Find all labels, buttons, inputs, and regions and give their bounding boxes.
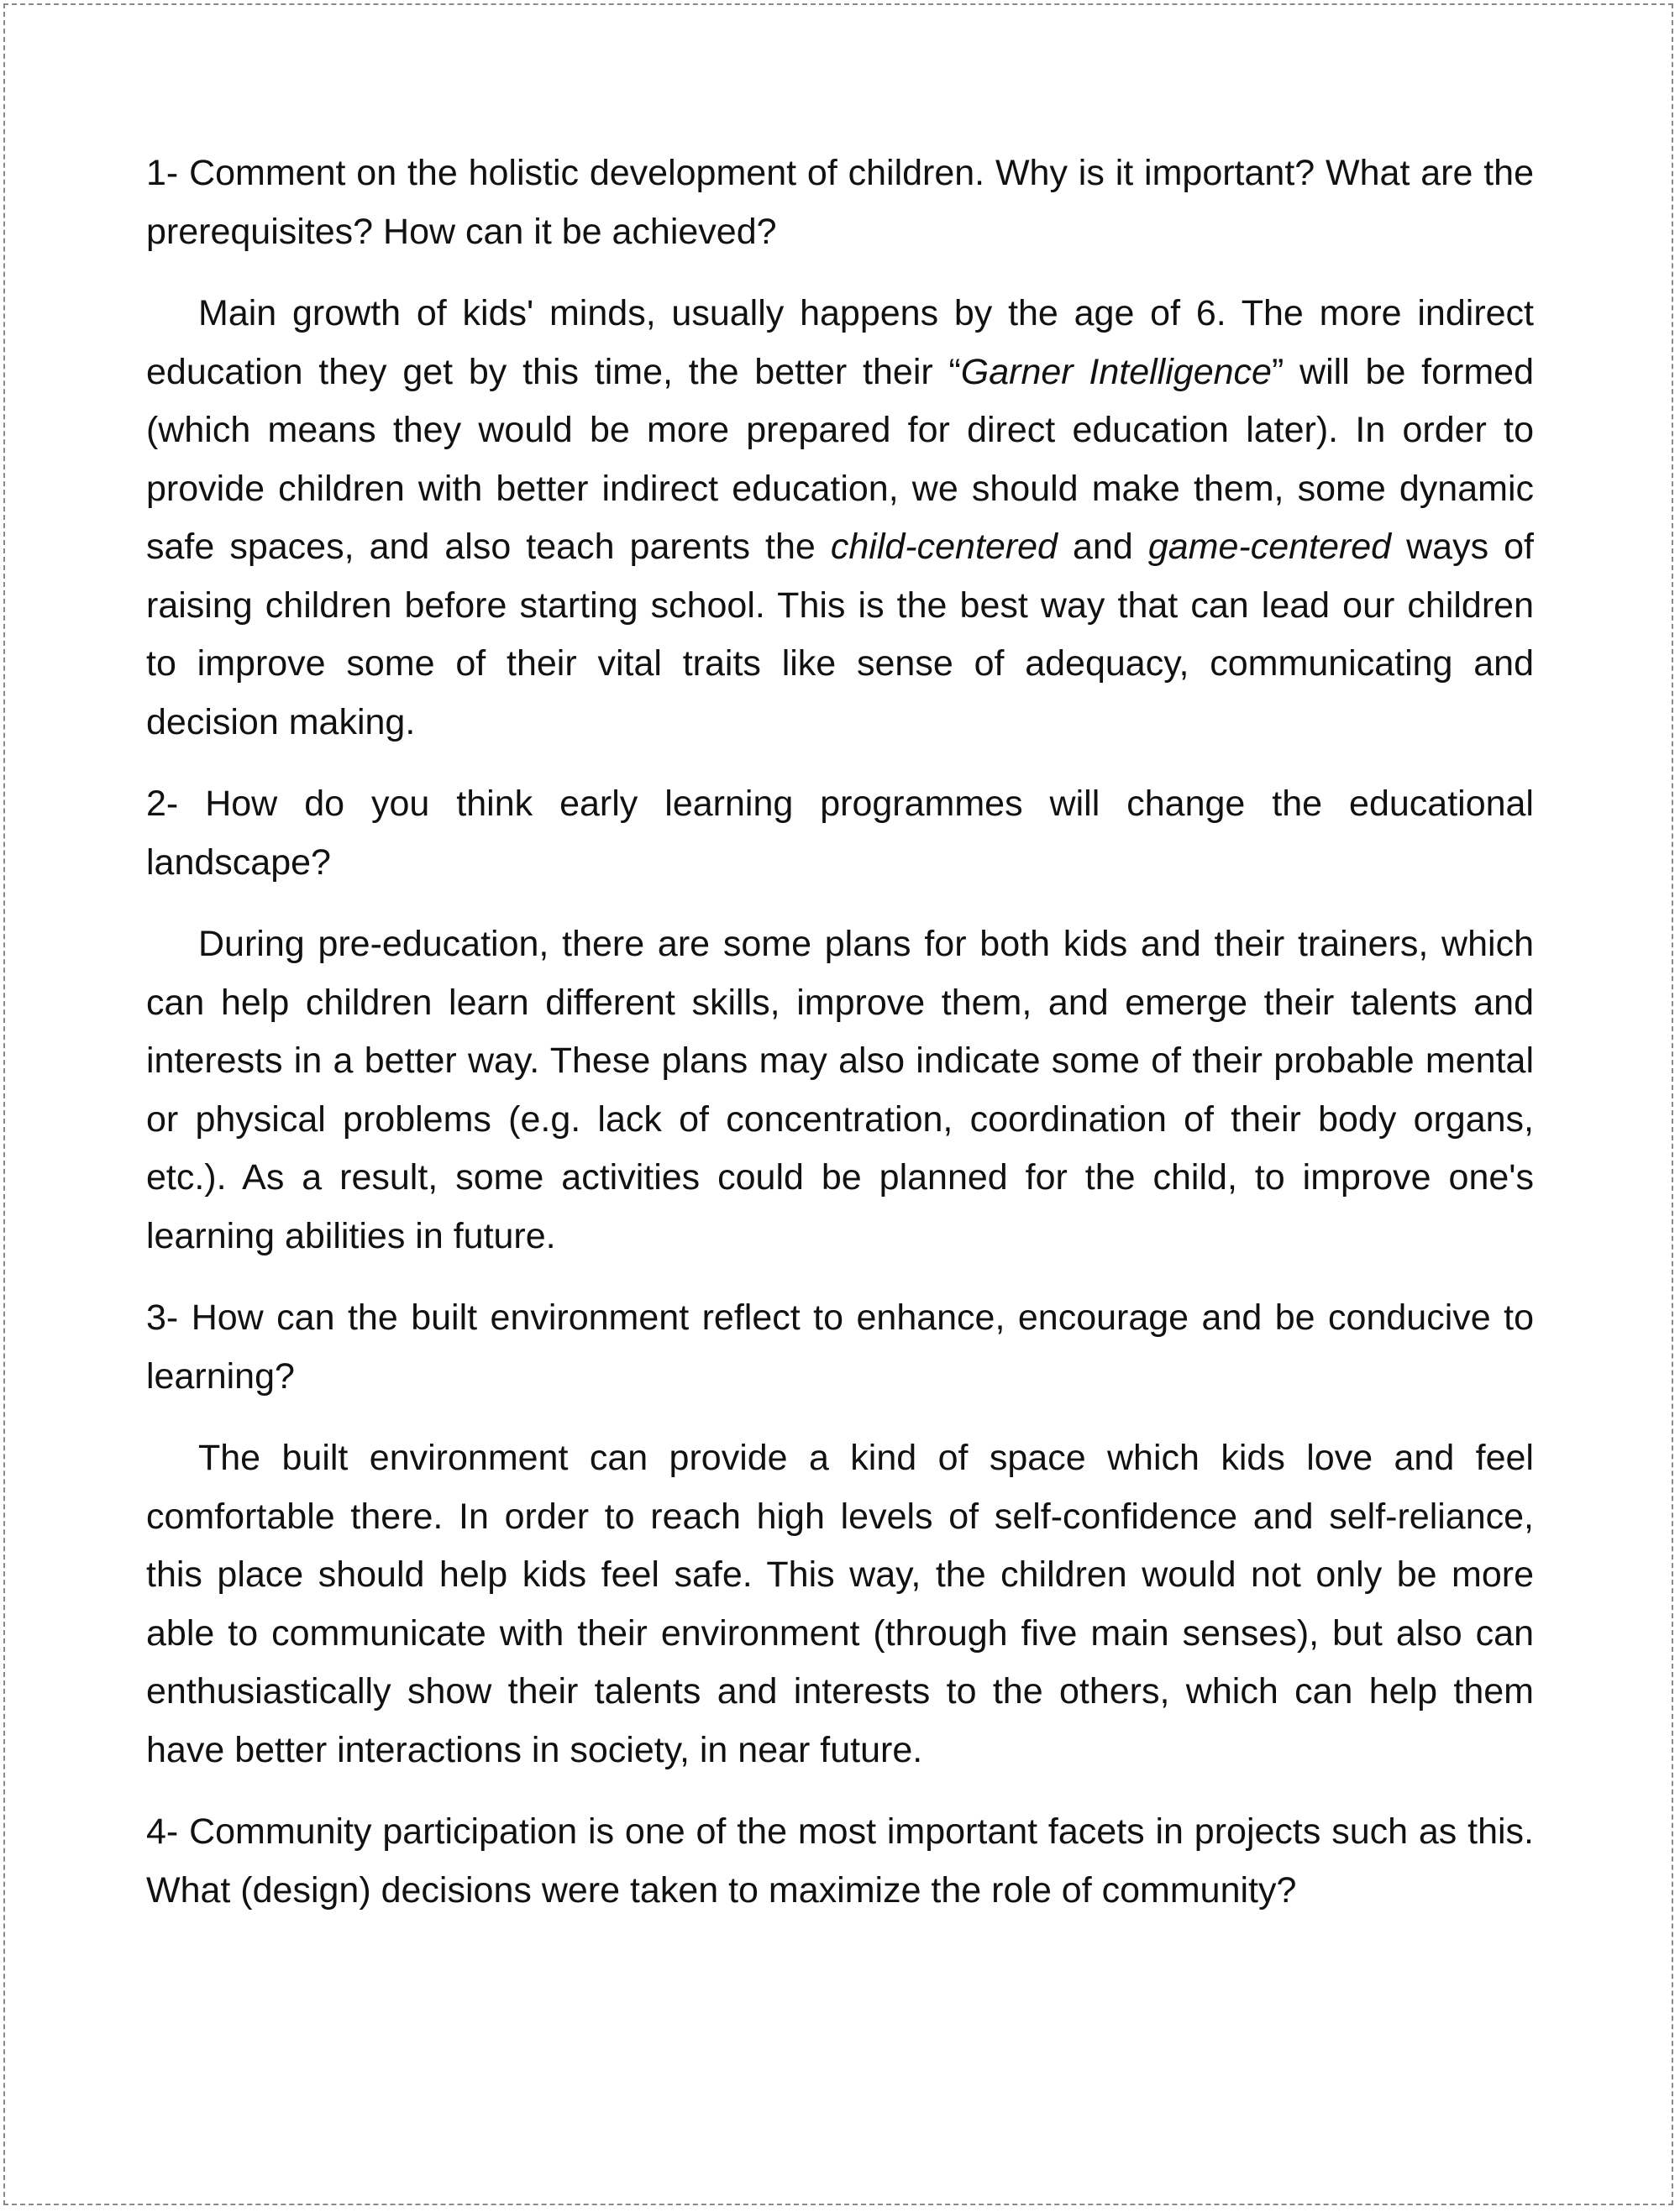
- answer-1: [146, 285, 1534, 752]
- term-garner-intelligence: Garner Intelligence: [960, 351, 1272, 392]
- answer-1-text-a: Main growth of kids' minds, usually happens by the age of 6. The more indirect education they get by this time, the better their “: [146, 293, 1534, 392]
- term-child-centered: child-centered: [830, 527, 1058, 567]
- answer-3: The built environment can provide a kind of space which kids love and feel comfortable there. In order to reach high levels of self-confidence and self-reliance, this place should help kids feel safe. This way, the children would not only be more able to communicate with their environment (through five main senses), but also can enthusiastically show their talents and interests to the others, which can help them have better interactions in society, in near future.: [146, 1438, 1534, 1770]
- answer-1-text-b: ” will be formed (which means they would be more prepared for direct education later). In order to provide children with better indirect education, we should make them, some dynamic safe spaces, and also teach parents the: [146, 351, 1534, 567]
- answer-1-text-c: and: [1057, 527, 1148, 567]
- term-game-centered: game-centered: [1147, 527, 1392, 567]
- question-3: 3- How can the built environment reflect to enhance, encourage and be conducive to learning?: [146, 1297, 1534, 1397]
- question-1: 1- Comment on the holistic development of children. Why is it important? What are the prerequisites? How can it be achieved?: [146, 153, 1534, 252]
- document-body: [146, 144, 1534, 1943]
- answer-2: During pre-education, there are some plans for both kids and their trainers, which can help children learn different skills, improve them, and emerge their talents and interests in a better way. These plans may also indicate some of their probable mental or physical problems (e.g. lack of concentration, coordination of their body organs, etc.). As a result, some activities could be planned for the child, to improve one's learning abilities in future.: [146, 924, 1534, 1256]
- question-4: 4- Community participation is one of the most important facets in projects such as this. What (design) decisions were taken to maximize the role of community?: [146, 1811, 1534, 1911]
- question-2: 2- How do you think early learning programmes will change the educational landscape?: [146, 784, 1534, 883]
- answer-1-text-d: ways of raising children before starting school. This is the best way that can lead our children to improve some of their vital traits like sense of adequacy, communicating and decision making.: [146, 527, 1534, 742]
